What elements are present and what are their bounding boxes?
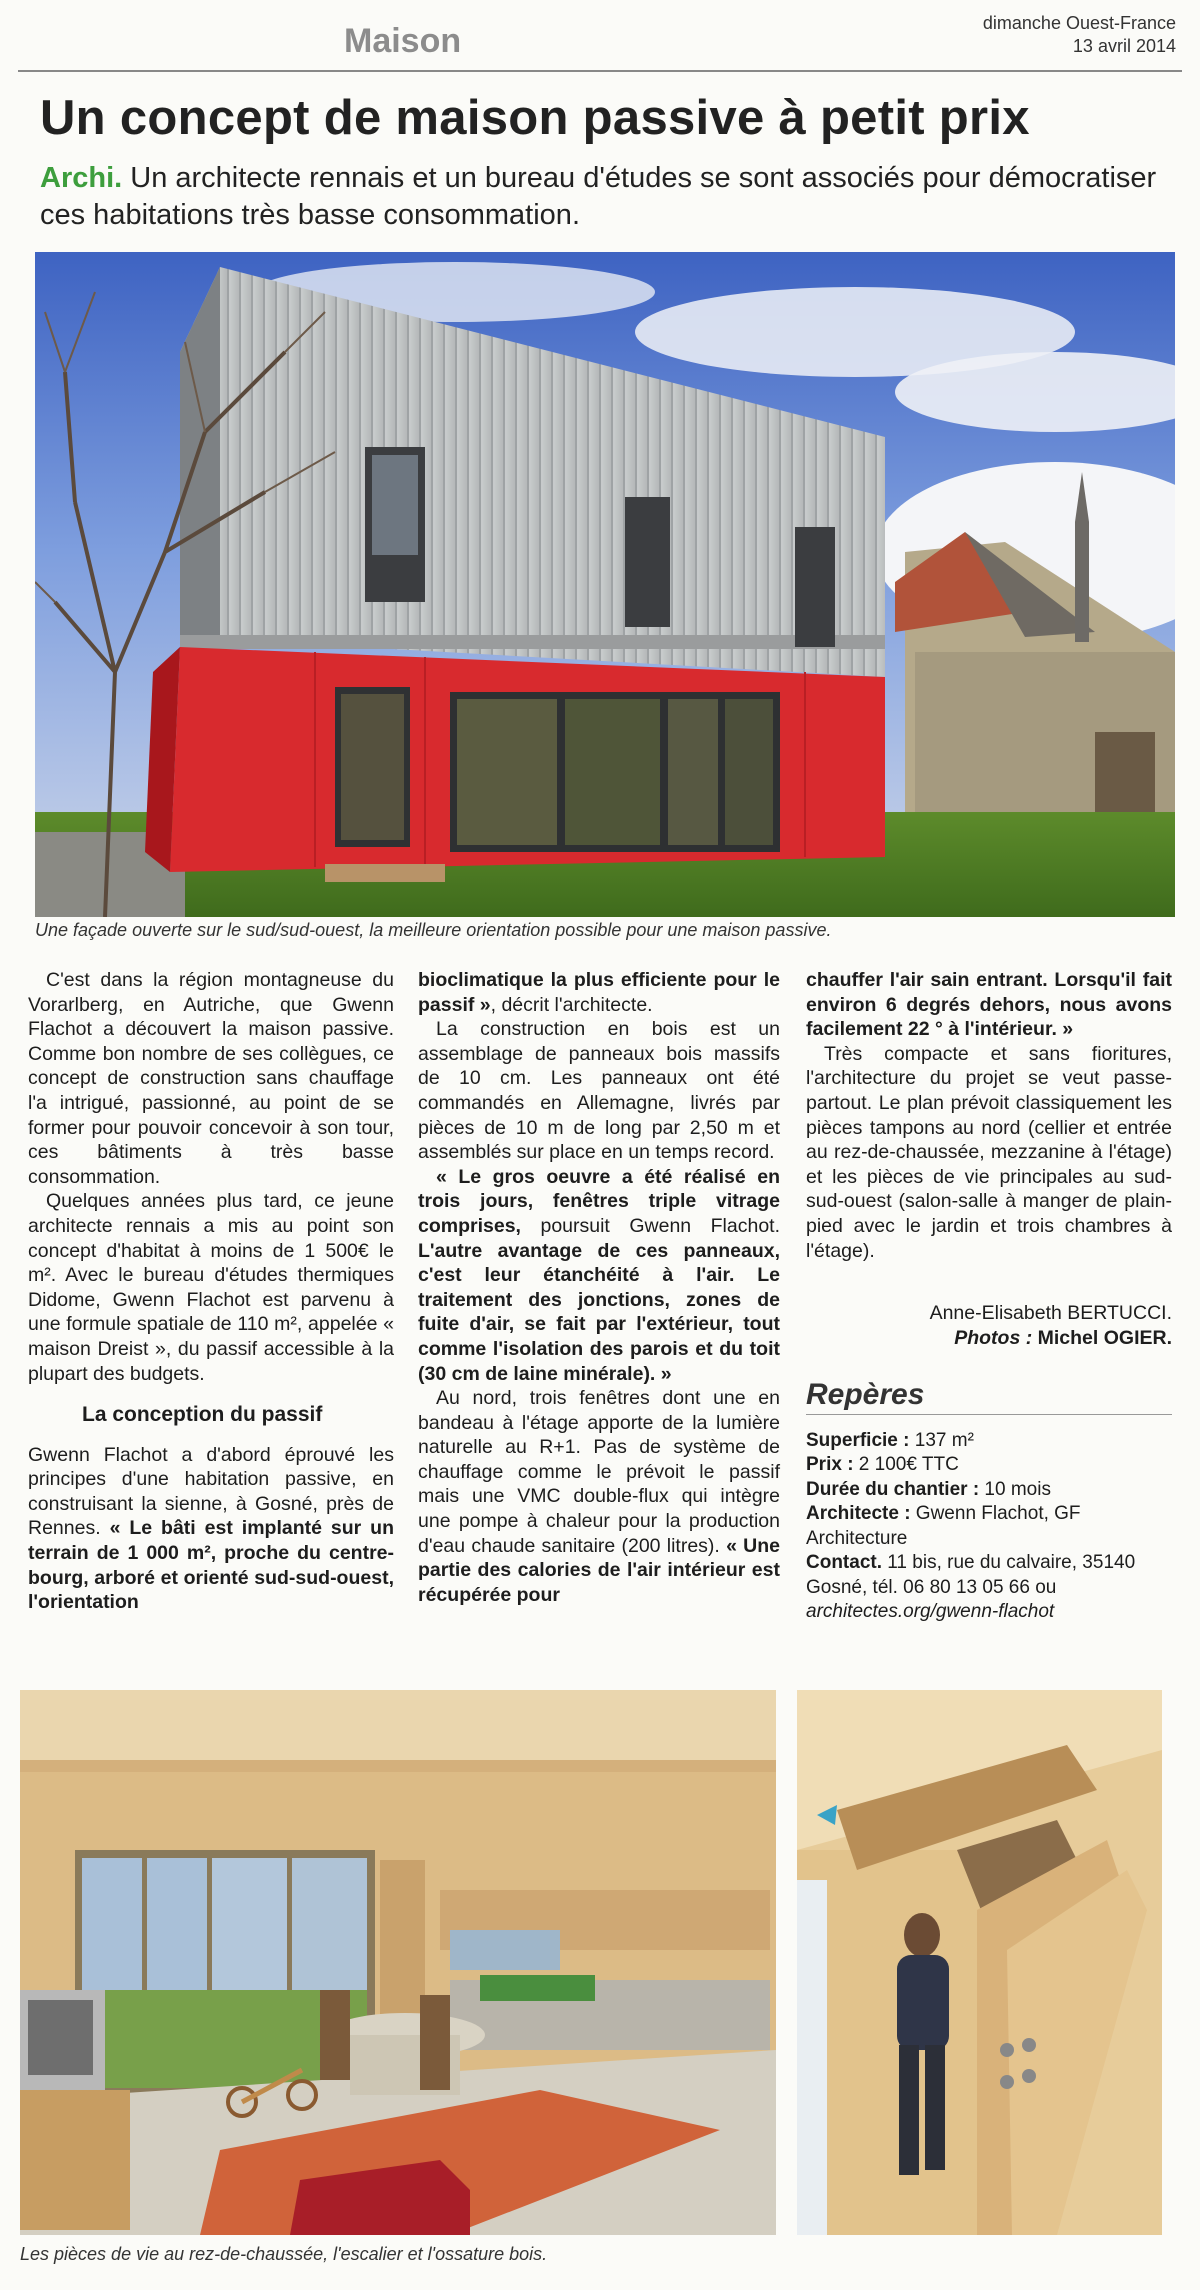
standfirst (40, 160, 1160, 234)
staircase-illustration (797, 1690, 1162, 2235)
paragraph-text: Au nord, trois fenêtres dont une en bandeau à l'étage apporte de la lumière naturelle au R+1. Pas de système de chauffage comme le prévoit le passif mais une VMC double-flux qui intègre une pompe à chaleur pour la production d'eau chaude sanitaire (200 litres). (418, 1387, 780, 1557)
photographer-name: Michel OGIER. (1037, 1327, 1172, 1350)
paragraph (418, 1165, 780, 1386)
subheading: La conception du passif (82, 1403, 323, 1427)
quote-text: L'autre avantage de ces panneaux, c'est leur étanchéité à l'air. Le traitement des jonctions, zones de fuite d'air, se fait par l'extérieur, tout comme l'isolation des parois et du toit (30 cm de laine minérale). » (418, 1239, 780, 1385)
article-column-2 (418, 968, 780, 1607)
reperes-contact (806, 1551, 1172, 1625)
quote-text: bioclimatique la plus efficiente pour le passif » (418, 969, 780, 1016)
reperes-title: Repères (806, 1383, 1172, 1415)
reperes-value: 10 mois (979, 1478, 1051, 1500)
paragraph (28, 1443, 394, 1615)
kicker: Archi. (40, 162, 123, 194)
quote-text: « Le bâti est implanté sur un terrain de 1 000 m², proche du centre-bourg, arboré et orienté sud-sud-ouest, l'orientation (28, 1517, 394, 1614)
reperes-key: Contact. (806, 1552, 882, 1574)
reperes-key: Prix : (806, 1454, 854, 1476)
quote-text: chauffer l'air sain entrant. Lorsqu'il fait environ 6 degrés dehors, nous avons facilement 22 ° à l'intérieur. » (806, 969, 1172, 1041)
reperes-item (806, 1478, 1172, 1503)
photo-living-room (20, 1690, 776, 2235)
hero-caption: Une façade ouverte sur le sud/sud-ouest, la meilleure orientation possible pour une maison passive. (35, 920, 832, 940)
paragraph: Quelques années plus tard, ce jeune architecte rennais a mis au point son concept d'habitat à moins de 1 500€ le m². Avec le bureau d'études thermiques Didome, Gwenn Flachot est parvenu à une formule spatiale de 110 m², appelée « maison Dreist », du passif accessible à la plupart des budgets. (28, 1190, 394, 1385)
house-facade-illustration (35, 252, 1175, 917)
hero-photo-house-facade (35, 252, 1175, 917)
photo-credit-label: Photos : (954, 1327, 1033, 1350)
paragraph-text: , décrit l'architecte. (490, 993, 653, 1016)
reperes-list (806, 1429, 1172, 1625)
paragraph-text: Gwenn Flachot a d'abord éprouvé les principes d'une habitation passive, en construisant la sienne, à Gosné, près de Rennes. (28, 1443, 394, 1540)
reperes-key: Architecte : (806, 1503, 911, 1525)
author-name: Anne-Elisabeth BERTUCCI. (929, 1302, 1172, 1325)
reperes-value: Gwenn Flachot, GF Architecture (806, 1503, 1081, 1549)
paragraph: Très compacte et sans fioritures, l'architecture du projet se veut passe-partout. Le plan prévoit classiquement les pièces tampons au nord (cellier et entrée au rez-de-chaussée, mezzanine à l'étage) et les pièces de vie principales au sud-sud-ouest (salon-salle à manger de plain-pied avec le jardin et trois chambres à l'étage). (806, 1042, 1172, 1262)
reperes-value: 137 m² (909, 1429, 974, 1451)
reperes-key: Durée du chantier : (806, 1478, 980, 1500)
publication-name: dimanche Ouest-France (982, 13, 1176, 33)
header-rule (18, 70, 1182, 72)
publication-date: 13 avril 2014 (1072, 36, 1176, 56)
paragraph (418, 1386, 780, 1607)
paragraph: C'est dans la région montagneuse du Vorarlberg, en Autriche, que Gwenn Flachot a découvert la maison passive. Comme bon nombre de ses collègues, ce concept de construction sans chauffage l'a intrigué, passionné, au point de se former pour pouvoir concevoir à son tour, ces bâtiments à très basse consommation. (28, 969, 394, 1188)
article-column-3 (806, 968, 1172, 1625)
paragraph (418, 968, 780, 1017)
headline: Un concept de maison passive à petit prix (40, 91, 1030, 145)
paragraph: La construction en bois est un assemblage de panneaux bois massifs de 10 cm. Les panneaux ont été commandés en Allemagne, livrés par pièces de 10 m de long par 2,50 m et assemblés sur place en un temps record. (418, 1018, 780, 1164)
reperes-item (806, 1453, 1172, 1478)
standfirst-text: Un architecte rennais et un bureau d'études se sont associés pour démocratiser ces habitations très basse consommation. (40, 162, 1157, 231)
reperes-value: 2 100€ TTC (853, 1454, 959, 1476)
reperes-value: 11 bis, rue du calvaire, 35140 Gosné, tél. 06 80 13 05 66 ou (806, 1552, 1136, 1598)
article-column-1 (28, 968, 394, 1615)
section-title: Maison (344, 22, 462, 60)
masthead (983, 12, 1176, 58)
paragraph (806, 968, 1172, 1042)
architect-website-link[interactable]: architectes.org/gwenn-flachot (806, 1601, 1055, 1623)
quote-text: « Une partie des calories de l'air intérieur est récupérée pour (418, 1534, 780, 1606)
byline (806, 1301, 1172, 1351)
quote-text: « Le gros oeuvre a été réalisé en trois jours, fenêtres triple vitrage comprises, (418, 1165, 780, 1237)
reperes-item (806, 1429, 1172, 1454)
reperes-key: Superficie : (806, 1429, 910, 1451)
bottom-caption: Les pièces de vie au rez-de-chaussée, l'escalier et l'ossature bois. (20, 2244, 548, 2264)
living-room-illustration (20, 1690, 776, 2235)
photo-staircase (797, 1690, 1162, 2235)
photo-credit (806, 1326, 1172, 1351)
reperes-item (806, 1502, 1172, 1551)
paragraph-text: poursuit Gwenn Flachot. (520, 1214, 780, 1237)
